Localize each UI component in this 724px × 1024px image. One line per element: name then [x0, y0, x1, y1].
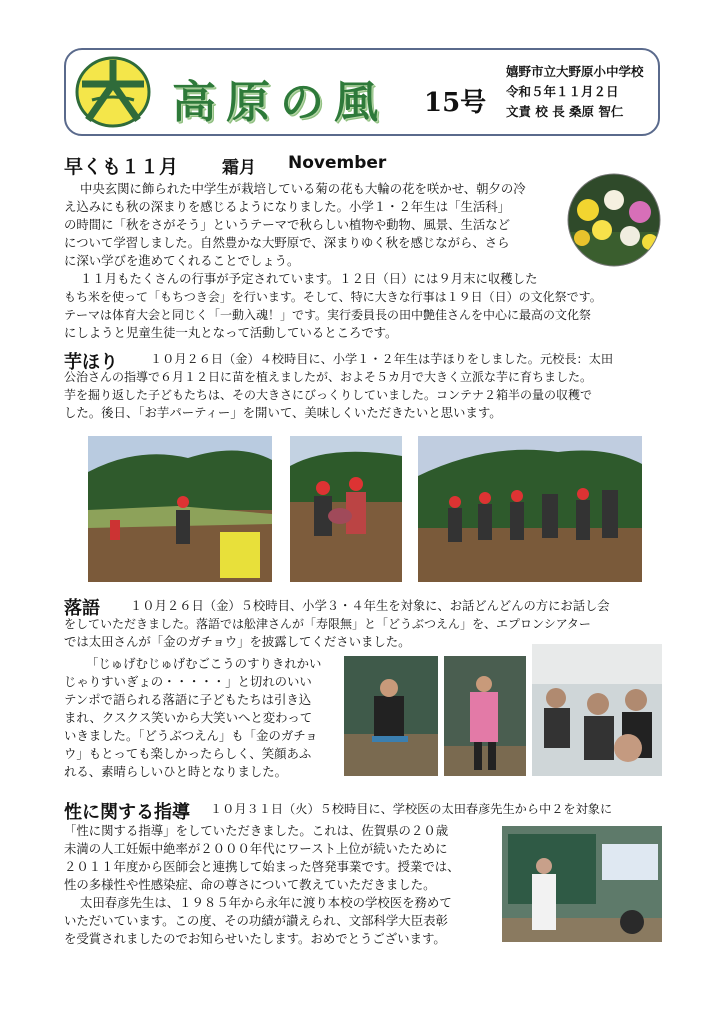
- section2-heading: 芋ほり: [64, 352, 118, 373]
- rakugo-photo-1: [344, 656, 438, 776]
- issue-number: 15号: [424, 88, 487, 118]
- chrysanthemum-photo: [566, 172, 662, 268]
- school-info: [506, 62, 644, 122]
- s3-line-8: ウ」もとっても楽しかったらしく、笑顔あふ: [64, 746, 312, 761]
- s4-line-0: １０月３１日（火）５校時目に、学校医の太田春彦先生から中２を対象に: [210, 802, 613, 816]
- section1-month-en: November: [288, 153, 387, 173]
- s4-line-5: 太田春彦先生は、１９８５年から永年に渡り本校の学校医を務めて: [80, 895, 452, 910]
- s4-line-7: を受賞されましたのでお知らせいたします。おめでとうございます。: [64, 931, 446, 946]
- section1-heading: 早くも１１月: [64, 156, 179, 178]
- s3-line-5: テンポで語られる落語に子どもたちは引き込: [64, 692, 312, 707]
- s3-line-9: れる、素晴らしいひと時となりました。: [64, 764, 288, 779]
- s1-line-0: 中央玄関に飾られた中学生が栽培している菊の花も大輪の花を咲かせ、朝夕の冷: [80, 181, 526, 196]
- s3-line-3: 「じゅげむじゅげむごこうのすりきれかい: [86, 656, 322, 671]
- s2-line-0: １０月２６日（金）４校時目に、小学１・２年生は芋ほりをしました。元校長：太田: [150, 352, 614, 366]
- rakugo-photo-2: [444, 656, 526, 776]
- s3-line-6: まれ、クスクス笑いから大笑いへと変わって: [64, 710, 313, 725]
- potato-photo-3: [418, 436, 642, 582]
- s3-line-0: １０月２６日（金）５校時目、小学３・４年生を対象に、お話どんどんの方にお話し会: [130, 599, 610, 613]
- s4-line-2: 未満の人工妊娠中絶率が２０００年代にワースト上位が続いたために: [64, 841, 448, 856]
- s3-line-2: では太田さんが「金のガチョウ」を披露してくださいました。: [64, 634, 411, 649]
- s1-line-4: に深い学びを進めてくれることでしょう。: [64, 253, 300, 268]
- s1-line-3: について学習しました。自然豊かな大野原で、深まりゆく秋を感じながら、さら: [64, 235, 510, 250]
- s4-line-6: いただいています。この度、その功績が讃えられ、文部科学大臣表彰: [64, 913, 448, 928]
- s2-line-1: 公治さんの指導で６月１２日に苗を植えましたが、およそ５カ月で大きく立派な芋に育ちました。: [64, 370, 593, 384]
- s4-line-4: 性の多様性や性感染症、命の尊さについて教えていただきました。: [64, 877, 436, 892]
- section4-heading: 性に関する指導: [64, 802, 190, 823]
- issue-date: 令和５年１１月２日: [506, 84, 619, 99]
- rakugo-photo-3: [532, 644, 662, 776]
- newsletter-title: 高原の風: [172, 77, 388, 128]
- s1-line-7: テーマは体育大会と同じく「一動入魂！」です。実行委員長の田中艶佳さんを中心に最高の文化祭: [64, 308, 592, 322]
- potato-photo-1: [88, 436, 272, 582]
- doctor-lecture-photo: [502, 826, 662, 942]
- school-logo: [74, 54, 152, 130]
- section1-month-jp: 霜月: [222, 158, 256, 178]
- s2-line-3: した。後日、「お芋パーティー」を開いて、美味しくいただきたいと思います。: [64, 405, 502, 420]
- s3-line-7: いきました。「どうぶつえん」も「金のガチョ: [64, 728, 318, 743]
- s1-line-5: １１月もたくさんの行事が予定されています。１２日（日）には９月末に収穫した: [80, 271, 538, 286]
- s3-line-4: じゃりすいぎょの・・・・・」と切れのいい: [64, 674, 312, 689]
- s1-line-8: にしようと児童生徒一丸となって活動しているところです。: [64, 325, 398, 340]
- s1-line-2: の時間に「秋をさがそう」というテーマで秋らしい植物や動物、風景、生活など: [64, 217, 511, 232]
- editor-line: 文責 校 長 桑原 智仁: [506, 104, 624, 119]
- s1-line-6: もち米を使って「もちつき会」を行います。そして、特に大きな行事は１９日（日）の文化祭です。: [64, 290, 602, 304]
- s4-line-1: 「性に関する指導」をしていただきました。これは、佐賀県の２０歳: [64, 823, 449, 838]
- potato-photo-2: [290, 436, 402, 582]
- section3-heading: 落語: [64, 598, 100, 619]
- s2-line-2: 芋を掘り返した子どもたちは、その大きさにびっくりしていました。コンテナ２箱半の量の収穫で: [64, 388, 593, 402]
- s3-line-1: をしていただきました。落語では舩津さんが「寿限無」と「どうぶつえん」を、エプロンシアター: [64, 617, 591, 631]
- school-name: 嬉野市立大野原小中学校: [506, 64, 644, 79]
- s4-line-3: ２０１１年度から医師会と連携して始まった啓発事業です。授業では、: [64, 859, 460, 874]
- s1-line-1: え込みにも秋の深まりを感じるようになりました。小学１・２年生は「生活科」: [64, 199, 511, 214]
